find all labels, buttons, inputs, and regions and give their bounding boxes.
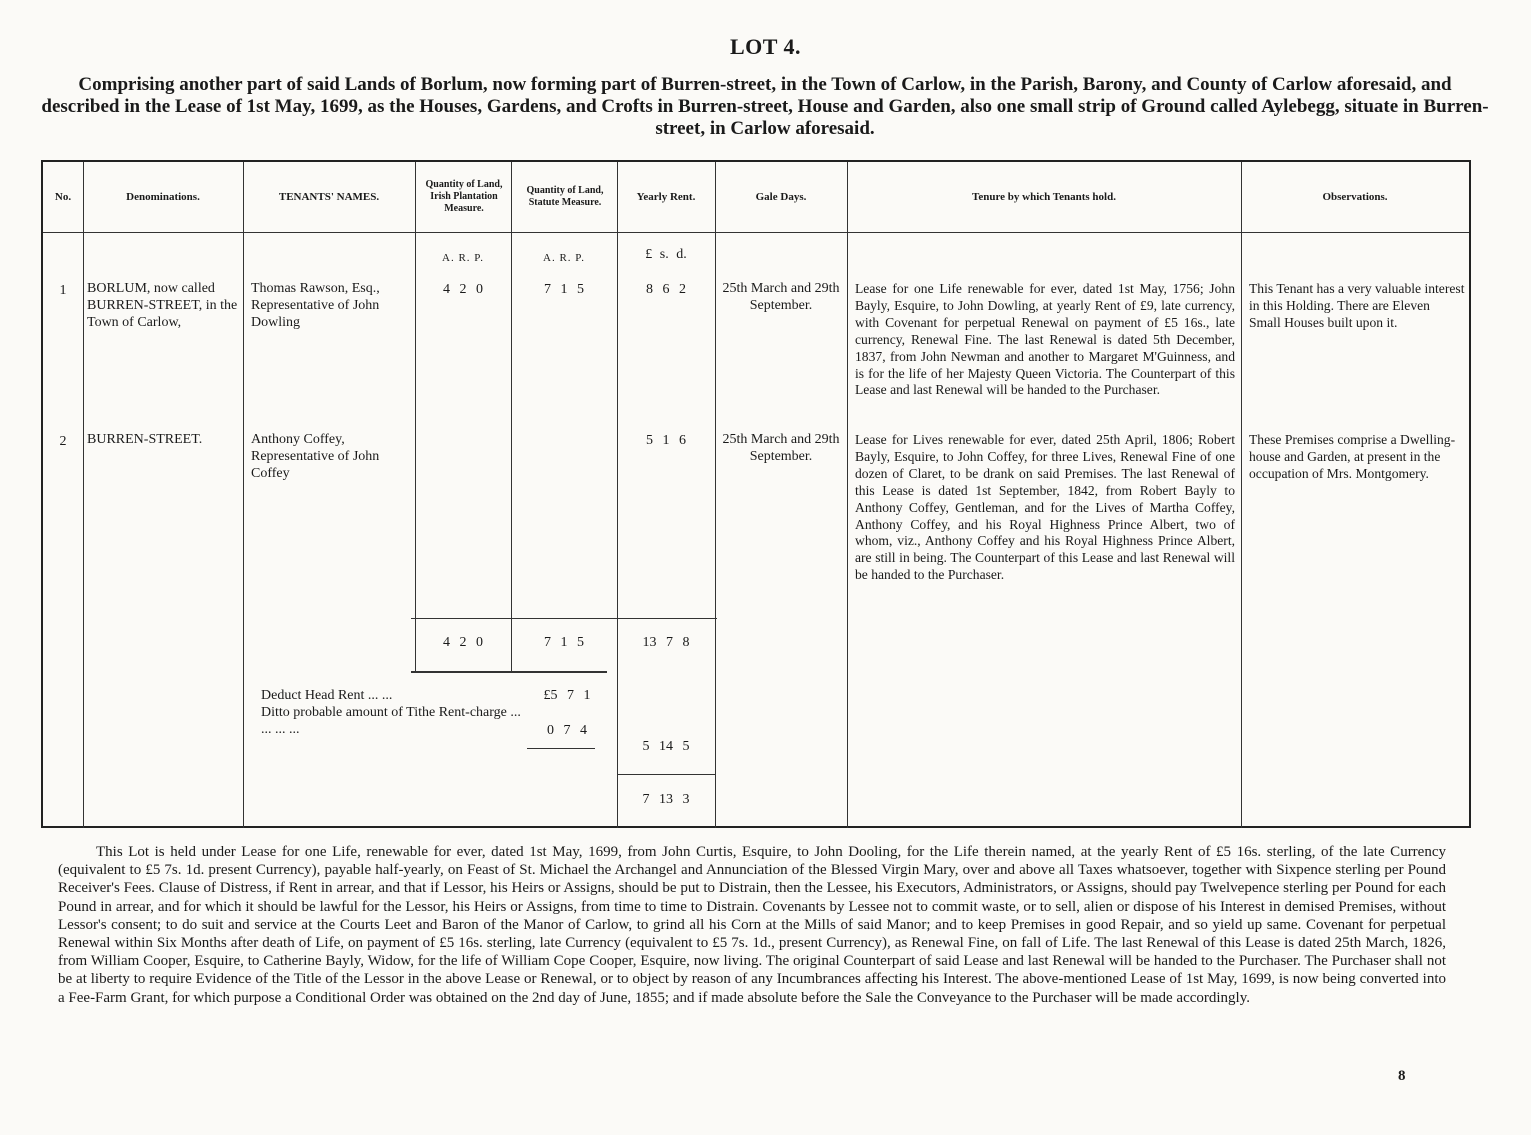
total-statute: 7 1 5 xyxy=(544,635,584,650)
deduct-total-rule xyxy=(617,774,715,775)
col-rule xyxy=(415,162,416,672)
deduct-tithe-value: 0 7 4 xyxy=(547,723,587,738)
header-statute-measure: Quantity of Land, Statute Measure. xyxy=(526,185,604,208)
total-irish: 4 2 0 xyxy=(443,635,483,650)
lot-table xyxy=(41,160,1471,828)
header-gale-days: Gale Days. xyxy=(755,191,807,203)
row-1-observations: This Tenant has a very valuable interest in this Holding. There are Eleven Small Houses built upon it. xyxy=(1249,281,1465,330)
row-1-rent: 8 6 2 xyxy=(646,282,686,297)
header-irish-measure: Quantity of Land, Irish Plantation Measure. xyxy=(425,179,503,214)
row-1-statute: 7 1 5 xyxy=(544,282,584,297)
unit-irish: A. R. P. xyxy=(442,252,484,264)
deduct-head-rent-label: Deduct Head Rent ... ... xyxy=(261,688,393,703)
header-no: No. xyxy=(54,191,72,203)
row-1-tenure: Lease for one Life renewable for ever, dated 1st May, 1756; John Bayly, Esquire, to John Dowling, at yearly Rent of £9, late currency, with Covenant for perpetual Renewal on payment of £5 16s., late currency, Renewal Fine. The last Renewal is dated 5th December, 1837, from John Newman and another to Margaret M'Guinness, and is for the life of her Majesty Queen Victoria. The Counterpart of this Lease and last Renewal will be handed to the Purchaser. xyxy=(855,281,1235,398)
row-2-tenure: Lease for Lives renewable for ever, dated 25th April, 1806; Robert Bayly, Esquire, to John Coffey, for three Lives, Renewal Fine of one dozen of Claret, to be drank on said Premises. The last Renewal of this Lease is dated 1st September, 1842, from Robert Bayly to Anthony Coffey, Gentleman, and for the Lives of Martha Coffey, Anthony Coffey, and his Royal Highness Prince Albert, two of whom, viz., Anthony Coffey and his Royal Highness Prince Albert, are still in being. The Counterpart of this Lease and last Renewal will be handed to the Purchaser. xyxy=(855,432,1235,583)
row-1-tenant: Thomas Rawson, Esq., Representative of John Dowling xyxy=(251,281,380,330)
col-rule xyxy=(243,162,244,828)
lot-description: Comprising another part of said Lands of Borlum, now forming part of Burren-street, in the Town of Carlow, in the Parish, Barony, and County of Carlow aforesaid, and described in the Lease of 1st May, 1699, as the Houses, Gardens, and Crofts in Burren-street, House and Garden, also one small strip of Ground called Aylebegg, situate in Burren-street, in Carlow aforesaid. xyxy=(41,74,1489,139)
row-1-no: 1 xyxy=(59,283,67,298)
deduct-total: 5 14 5 xyxy=(642,739,690,754)
header-observations: Observations. xyxy=(1322,191,1388,203)
header-denominations: Denominations. xyxy=(126,191,200,203)
deduct-head-rent-value: £5 7 1 xyxy=(543,688,591,703)
row-1-gale-days: 25th March and 29th September. xyxy=(722,281,840,313)
col-rule xyxy=(83,162,84,828)
row-2-rent: 5 1 6 xyxy=(646,433,686,448)
subtotal-rule xyxy=(411,618,717,619)
col-rule xyxy=(847,162,848,828)
row-1-irish: 4 2 0 xyxy=(443,282,483,297)
total-rule xyxy=(411,671,607,673)
row-2-no: 2 xyxy=(59,434,67,449)
unit-statute: A. R. P. xyxy=(543,252,585,264)
total-rent: 13 7 8 xyxy=(642,635,690,650)
col-rule xyxy=(511,162,512,672)
header-rule xyxy=(43,232,1469,233)
row-2-denomination: BURREN-STREET. xyxy=(87,432,203,447)
deduct-rule xyxy=(527,748,595,749)
row-2-tenant: Anthony Coffey, Representative of John Coffey xyxy=(251,432,380,481)
header-yearly-rent: Yearly Rent. xyxy=(636,191,696,203)
deduct-tithe-label: Ditto probable amount of Tithe Rent-charge ... ... ... ... xyxy=(261,705,521,737)
header-tenure: Tenure by which Tenants hold. xyxy=(972,191,1116,203)
page-number: 8 xyxy=(1398,1068,1406,1084)
col-rule xyxy=(715,162,716,828)
row-2-observations: These Premises comprise a Dwelling-house and Garden, at present in the occupation of Mrs. Montgomery. xyxy=(1249,432,1456,481)
row-1-denomination: BORLUM, now called BURREN-STREET, in the Town of Carlow, xyxy=(87,281,238,330)
col-rule xyxy=(1241,162,1242,828)
lot-terms-paragraph: This Lot is held under Lease for one Life, renewable for ever, dated 1st May, 1699, from John Curtis, Esquire, to John Dooling, for the Life therein named, at the yearly Rent of £5 16s. sterling, of the late Currency (equivalent to £5 7s. 1d. present Currency), payable half-yearly, on Feast of St. Michael the Archangel and Annunciation of the Blessed Virgin Mary, over and above all Taxes whatsoever, together with Sixpence sterling per Pound Receiver's Fees. Clause of Distress, if Rent in arrear, and that if Lessor, his Heirs or Assigns, should be put to Distrain, then the Lessee, his Executors, Administrators, or Assigns, should pay Twelvepence sterling per Pound for each Pound in arrear, and for which it should be lawful for the Lessor, his Heirs or Assigns, from time to time to Distrain. Covenants by Lessee not to commit waste, or to sell, alien or dispose of his Interest in demised Premises, without Lessor's consent; to do suit and service at the Courts Leet and Baron of the Manor of Carlow, to grind all his Corn at the Mills of said Manor; and to keep Premises in good Repair, and so yield up same. Covenant for perpetual Renewal within Six Months after death of Life, on payment of £5 16s. sterling, late Currency (equivalent to £5 7s. 1d., present Currency), as Renewal Fine, on fall of Life. The last Renewal of this Lease is dated 25th March, 1826, from William Cooper, Esquire, to Catherine Bayly, Widow, for the life of William Cope Cooper, Esquire, now living. The original Counterpart of said Lease and last Renewal will be handed to the Purchaser. The Purchaser shall not be at liberty to require Evidence of the Title of the Lessor in the above Lease or Renewal, or to object by reason of any Incumbrances affecting his Interest. The above-mentioned Lease of 1st May, 1699, is now being converted into a Fee-Farm Grant, for which purpose a Conditional Order was obtained on the 2nd day of June, 1855; and if made absolute before the Sale the Conveyance to the Purchaser will be made accordingly. xyxy=(58,844,1446,1006)
row-2-gale-days: 25th March and 29th September. xyxy=(722,432,840,464)
unit-rent: £ s. d. xyxy=(645,247,687,262)
lot-title: LOT 4. xyxy=(729,34,802,59)
header-tenants: TENANTS' NAMES. xyxy=(278,191,380,203)
net-rent: 7 13 3 xyxy=(642,792,690,807)
